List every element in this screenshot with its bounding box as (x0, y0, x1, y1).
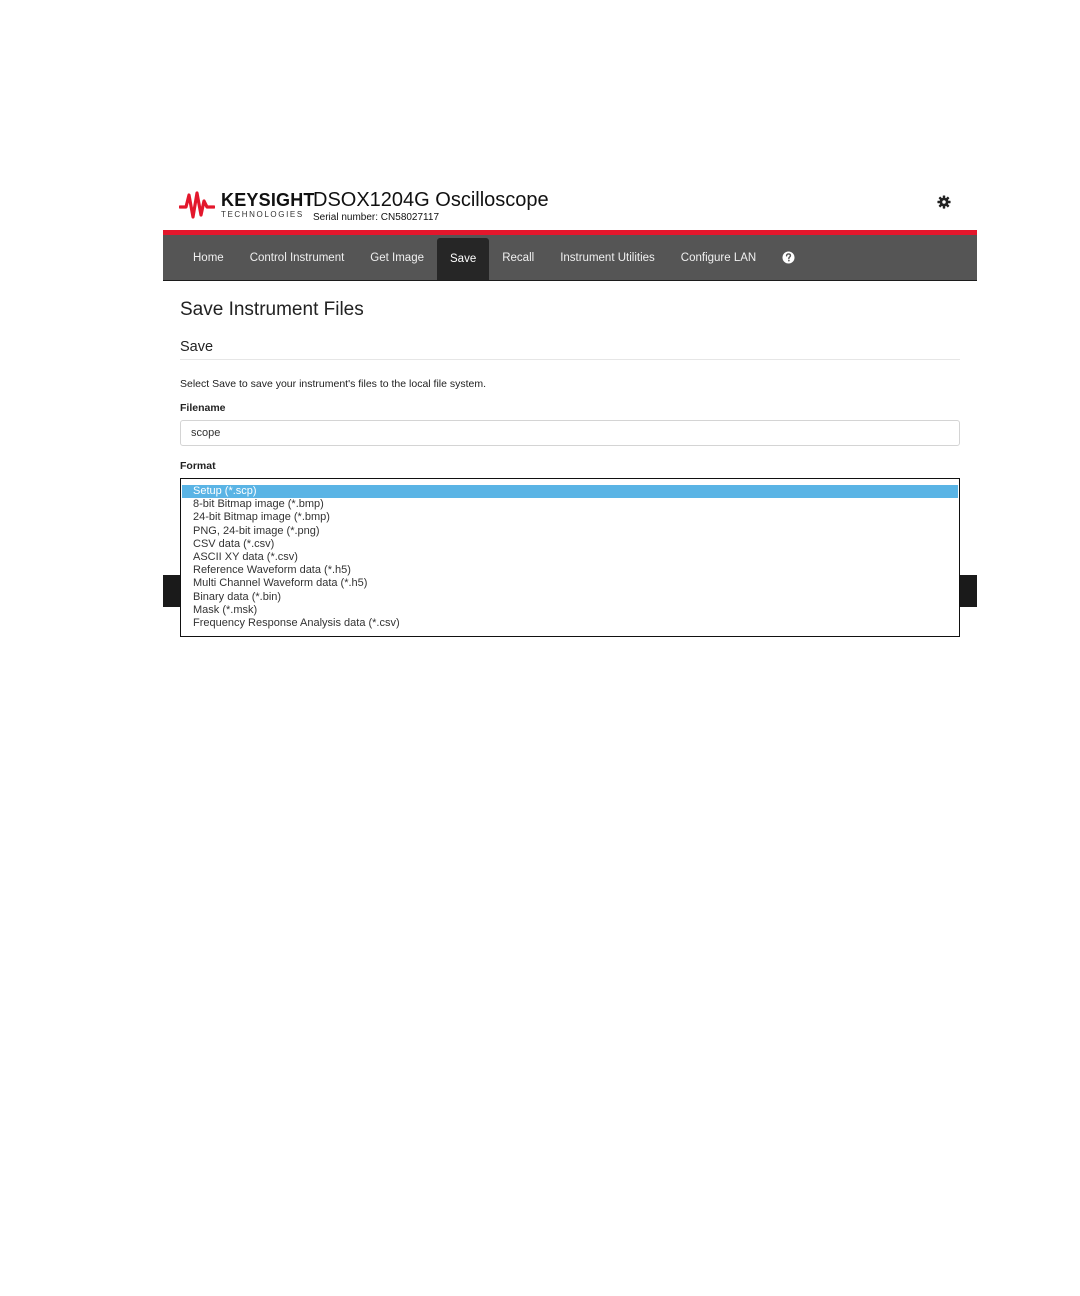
keysight-logo[interactable] (179, 191, 315, 219)
format-option-mask[interactable]: Mask (*.msk) (193, 603, 258, 616)
format-option-csv[interactable]: CSV data (*.csv) (193, 537, 275, 550)
nav-control-instrument[interactable]: Control Instrument (249, 251, 345, 264)
format-label: Format (180, 460, 216, 472)
instructions-text: Select Save to save your instrument's files to the local file system. (180, 378, 487, 390)
format-dropdown-list[interactable] (180, 478, 960, 637)
nav-instrument-utilities[interactable]: Instrument Utilities (560, 251, 655, 264)
format-option-8bit-bmp[interactable]: 8-bit Bitmap image (*.bmp) (193, 498, 324, 511)
nav-save[interactable]: Save (437, 238, 489, 280)
filename-label: Filename (180, 402, 226, 414)
serial-number: Serial number: CN58027117 (313, 212, 440, 223)
nav-recall[interactable]: Recall (502, 251, 535, 264)
format-option-fra[interactable]: Frequency Response Analysis data (*.csv) (193, 616, 400, 629)
format-option-24bit-bmp[interactable]: 24-bit Bitmap image (*.bmp) (193, 511, 330, 524)
format-option-png[interactable]: PNG, 24-bit image (*.png) (193, 524, 320, 537)
brand-subtitle: TECHNOLOGIES (221, 210, 304, 219)
main-navbar (163, 235, 977, 281)
brand-name: KEYSIGHT (221, 190, 315, 210)
footer-bar-right (960, 575, 977, 607)
keysight-wave-icon (179, 191, 215, 219)
page-title: Save Instrument Files (180, 299, 364, 320)
help-glyph (782, 251, 795, 264)
brand-text (221, 191, 315, 219)
footer-bar-left (163, 575, 180, 607)
filename-field[interactable] (180, 420, 960, 446)
format-option-multi-channel-waveform[interactable]: Multi Channel Waveform data (*.h5) (193, 577, 368, 590)
web-app (163, 185, 977, 629)
instrument-title-block (313, 189, 549, 223)
gear-icon[interactable] (937, 195, 951, 209)
instrument-title: DSOX1204G Oscilloscope (313, 189, 549, 211)
format-option-ascii-xy[interactable]: ASCII XY data (*.csv) (193, 550, 298, 563)
question-circle-icon[interactable] (769, 235, 808, 280)
format-option-reference-waveform[interactable]: Reference Waveform data (*.h5) (193, 564, 351, 577)
section-title: Save (180, 339, 960, 360)
header (163, 185, 977, 230)
nav-home[interactable]: Home (193, 251, 224, 264)
format-option-binary[interactable]: Binary data (*.bin) (193, 590, 282, 603)
nav-configure-lan[interactable]: Configure LAN (680, 251, 757, 264)
main-content (163, 299, 977, 472)
nav-get-image[interactable]: Get Image (370, 251, 424, 264)
format-option-setup[interactable]: Setup (*.scp) (182, 485, 958, 498)
